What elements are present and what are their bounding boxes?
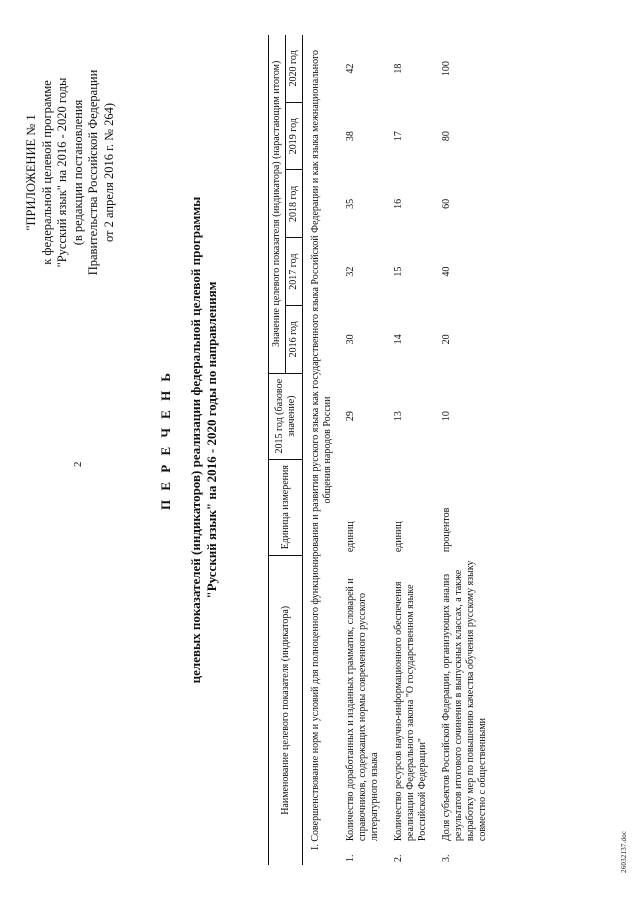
row-value: 30: [345, 334, 356, 345]
document-code: 26032137.doc: [620, 830, 628, 873]
row-value: 15: [393, 266, 404, 277]
table-row: [435, 35, 495, 865]
appendix-header: [24, 40, 117, 305]
header-year: 2018 год: [286, 170, 303, 238]
row-value: 17: [393, 131, 404, 142]
header-year: 2020 год: [286, 35, 303, 102]
header-name: Наименование целевого показателя (индикатора): [269, 555, 303, 865]
appendix-line: "Русский язык" на 2016 - 2020 годы: [55, 77, 69, 268]
row-name: Доля субъектов Российской Федерации, организующих анализ результатов итогового сочинения в выпускных классах, а также выработку мер по повышению качества обучения русскому языку совместно с общественными: [441, 560, 488, 842]
appendix-line: "ПРИЛОЖЕНИЕ № 1: [24, 114, 38, 231]
header-base: 2015 год (базовое значение): [269, 373, 303, 459]
row-base: 29: [345, 411, 356, 422]
row-value: 18: [393, 63, 404, 74]
appendix-line: (в редакции постановления: [70, 99, 85, 246]
table-row: [387, 35, 435, 865]
row-value: 16: [393, 198, 404, 209]
row-value: 80: [441, 131, 452, 142]
row-value: 14: [393, 334, 404, 345]
row-value: 20: [441, 334, 452, 345]
row-base: 13: [393, 411, 404, 422]
row-number: 1.: [345, 854, 356, 862]
header-year: 2019 год: [286, 102, 303, 170]
row-unit: единиц: [345, 521, 356, 553]
header-value-group: Значение целевого показателя (индикатора) (нарастающим итогом): [269, 35, 286, 373]
appendix-line: от 2 апреля 2016 г. № 264): [101, 102, 116, 243]
row-value: 38: [345, 131, 356, 142]
row-unit: процентов: [441, 507, 452, 553]
row-value: 42: [345, 63, 356, 74]
row-unit: единиц: [393, 521, 404, 553]
row-value: 60: [441, 198, 452, 209]
section-title: I. Совершенствование норм и условий для полноценного функционирования и развития русского языка как государственного языка Российской Федерации и как языка межнационального общения народов России: [310, 50, 333, 850]
row-base: 10: [441, 411, 452, 422]
header-year: 2017 год: [286, 238, 303, 306]
header-year: 2016 год: [286, 305, 303, 373]
row-value: 35: [345, 198, 356, 209]
row-value: 40: [441, 266, 452, 277]
appendix-line: к федеральной целевой программе: [39, 80, 54, 265]
header-unit: Единица измерения: [269, 459, 303, 555]
row-number: 2.: [393, 854, 404, 862]
row-number: 3.: [441, 854, 452, 862]
row-value: 100: [441, 61, 452, 77]
table-row: [339, 35, 387, 865]
title-heading: П Е Р Е Ч Е Н Ь: [158, 369, 173, 511]
row-value: 32: [345, 266, 356, 277]
row-name: Количество ресурсов научно-информационного обеспечения реализации Федерального закона "О государственном языке Российской Федерации": [393, 581, 428, 842]
title-line-1: целевых показателей (индикаторов) реализации федеральной целевой программы: [188, 196, 203, 684]
title-line-2: "Русский язык" на 2016 - 2020 годы по направлениям: [204, 281, 219, 599]
row-name: Количество доработанных и изданных грамматик, словарей и справочников, содержащих нормы современного русского литературного языка: [345, 578, 380, 842]
document-title: [158, 95, 220, 785]
indicators-table: [268, 35, 495, 865]
appendix-line: Правительства Российской Федерации: [86, 69, 100, 276]
page-number: 2: [72, 461, 84, 467]
